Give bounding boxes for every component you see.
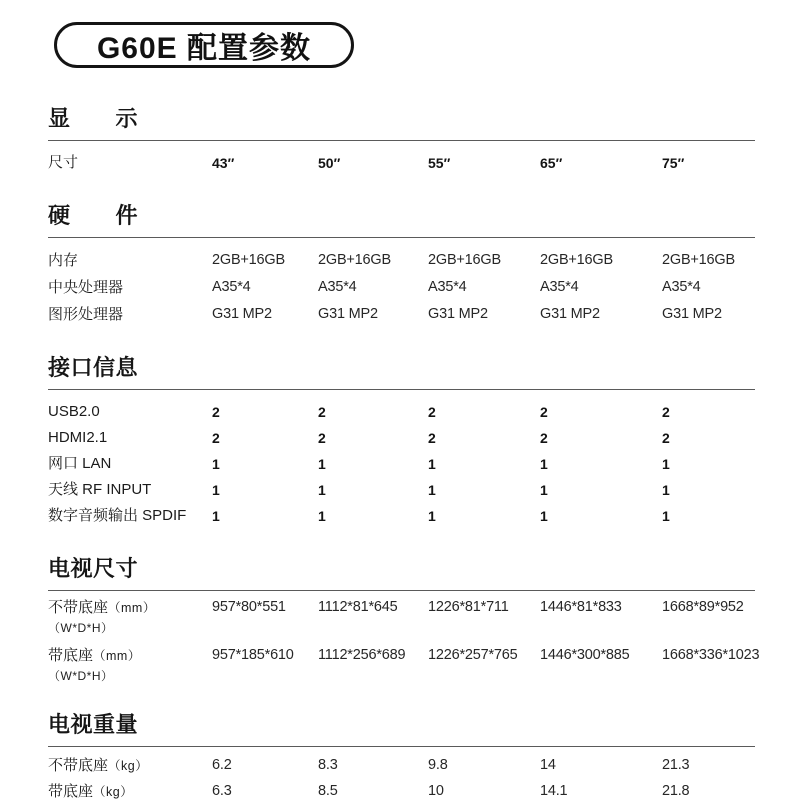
spec-value: 1	[662, 508, 670, 524]
row-label: 中央处理器	[48, 279, 124, 296]
spec-value: 957*80*551	[212, 599, 286, 615]
spec-value: 2	[662, 404, 670, 420]
spec-value: 43″	[212, 155, 235, 171]
row-size	[48, 150, 755, 176]
section-tv-dimensions	[48, 555, 760, 685]
spec-value: 1112*256*689	[318, 647, 406, 663]
spec-value: 1	[212, 508, 220, 524]
spec-value: 14	[540, 757, 556, 773]
spec-value: 2GB+16GB	[540, 252, 613, 268]
section-title-tv-weight: 电视重量	[48, 711, 755, 747]
row-weight-with-stand	[48, 779, 755, 800]
spec-value: 2	[540, 430, 548, 446]
spec-value: 21.8	[662, 783, 690, 799]
row-memory	[48, 247, 755, 274]
row-dims-without-stand	[48, 597, 755, 637]
spec-value: 1226*81*711	[428, 599, 509, 615]
row-label: 不带底座（kg）	[48, 757, 149, 774]
row-label: 内存	[48, 252, 79, 269]
spec-value: 2	[428, 430, 436, 446]
section-interfaces	[48, 354, 755, 529]
row-label: 网口 LAN	[48, 455, 112, 472]
row-hdmi	[48, 425, 755, 451]
section-title-tv-dimensions: 电视尺寸	[48, 555, 755, 591]
row-sublabel: （W*D*H）	[48, 621, 114, 635]
section-hardware	[48, 202, 755, 328]
spec-value: 2	[318, 404, 326, 420]
spec-value: 14.1	[540, 783, 568, 799]
spec-value: A35*4	[212, 279, 251, 295]
spec-value: 1446*81*833	[540, 599, 622, 615]
row-dims-with-stand	[48, 645, 760, 685]
row-spdif	[48, 503, 755, 529]
spec-value: 1	[662, 456, 670, 472]
title-badge	[54, 22, 354, 68]
row-label: 图形处理器	[48, 306, 124, 323]
row-rf-input	[48, 477, 755, 503]
spec-value: 2GB+16GB	[318, 252, 391, 268]
spec-value: 2	[540, 404, 548, 420]
spec-value: G31 MP2	[428, 306, 488, 322]
page-title: G60E 配置参数	[96, 32, 312, 65]
spec-value: 1	[428, 508, 436, 524]
section-title-display: 显 示	[48, 105, 755, 141]
spec-value: A35*4	[318, 279, 357, 295]
row-label: 带底座（kg）	[48, 783, 134, 800]
section-display	[48, 105, 755, 176]
spec-value: 50″	[318, 155, 341, 171]
spec-value: 1	[540, 456, 548, 472]
spec-value: 1	[318, 508, 326, 524]
spec-value: 1112*81*645	[318, 599, 398, 615]
row-label: 带底座（mm） （W*D*H）	[48, 645, 212, 685]
spec-value: G31 MP2	[662, 306, 722, 322]
spec-value: 6.3	[212, 783, 232, 799]
spec-value: 1	[428, 456, 436, 472]
row-lan	[48, 451, 755, 477]
spec-value: 8.3	[318, 757, 338, 773]
section-title-hardware: 硬 件	[48, 202, 755, 238]
spec-value: 1	[540, 508, 548, 524]
spec-value: 1446*300*885	[540, 647, 630, 663]
spec-value: 1668*89*952	[662, 599, 744, 615]
spec-value: 10	[428, 783, 444, 799]
row-label: HDMI2.1	[48, 429, 108, 446]
spec-value: A35*4	[662, 279, 701, 295]
row-usb	[48, 399, 755, 425]
spec-value: 6.2	[212, 757, 232, 773]
spec-value: 2GB+16GB	[662, 252, 735, 268]
spec-value: 1	[540, 482, 548, 498]
row-label: 数字音频输出 SPDIF	[48, 507, 187, 524]
spec-value: 2	[428, 404, 436, 420]
spec-value: 9.8	[428, 757, 448, 773]
spec-value: 1	[428, 482, 436, 498]
row-label: USB2.0	[48, 403, 100, 420]
row-cpu	[48, 274, 755, 301]
spec-value: 2GB+16GB	[212, 252, 285, 268]
row-label: 不带底座（mm） （W*D*H）	[48, 597, 212, 637]
spec-value: G31 MP2	[318, 306, 378, 322]
spec-value: 1	[662, 482, 670, 498]
spec-value: 1	[318, 482, 326, 498]
spec-value: 8.5	[318, 783, 338, 799]
row-label: 天线 RF INPUT	[48, 481, 152, 498]
row-sublabel: （W*D*H）	[48, 669, 114, 683]
spec-value: A35*4	[540, 279, 579, 295]
spec-value: 2	[212, 430, 220, 446]
spec-value: 55″	[428, 155, 451, 171]
row-weight-without-stand	[48, 753, 755, 779]
spec-value: 2	[318, 430, 326, 446]
spec-value: 75″	[662, 155, 685, 171]
section-title-interfaces: 接口信息	[48, 354, 755, 390]
spec-value: 1226*257*765	[428, 647, 518, 663]
spec-value: G31 MP2	[212, 306, 272, 322]
spec-value: 1	[212, 456, 220, 472]
section-tv-weight	[48, 711, 755, 800]
spec-value: 1668*336*1023	[662, 647, 760, 663]
spec-value: 1	[318, 456, 326, 472]
spec-value: 2	[212, 404, 220, 420]
spec-value: 957*185*610	[212, 647, 294, 663]
row-gpu	[48, 301, 755, 328]
spec-value: 65″	[540, 155, 563, 171]
row-label: 尺寸	[48, 154, 79, 171]
spec-value: 2	[662, 430, 670, 446]
spec-value: A35*4	[428, 279, 467, 295]
spec-value: 2GB+16GB	[428, 252, 501, 268]
spec-value: G31 MP2	[540, 306, 600, 322]
spec-value: 21.3	[662, 757, 690, 773]
spec-value: 1	[212, 482, 220, 498]
